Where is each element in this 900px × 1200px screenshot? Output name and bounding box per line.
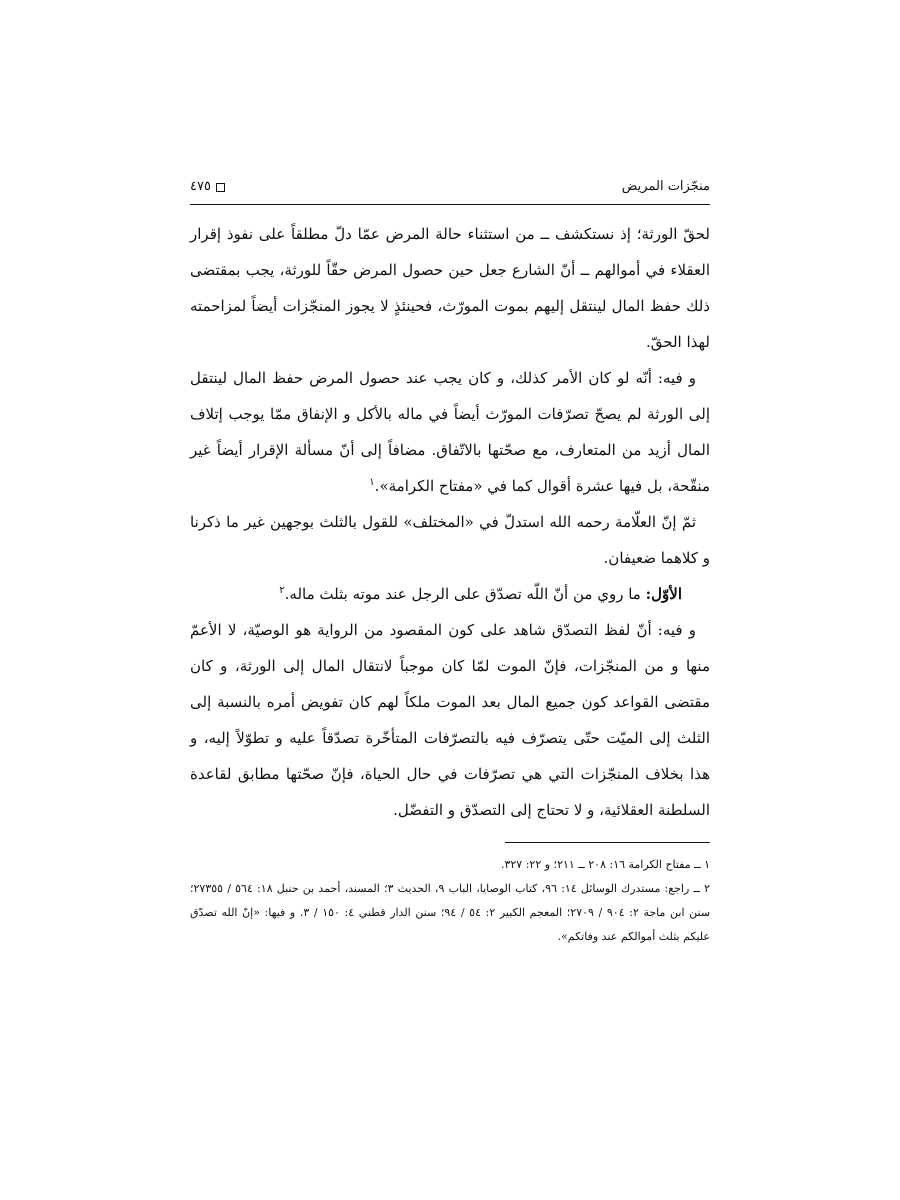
paragraph-text: ثمّ إنّ العلّامة رحمه الله استدلّ في «المختلف» للقول بالثلث بوجهين غير ما ذكرنا و كلاهما ضعيفان.: [190, 513, 710, 567]
paragraph: [190, 612, 710, 828]
paragraph: [190, 360, 710, 504]
book-page: [190, 172, 710, 949]
paragraph-lead: الأوّل:: [645, 585, 682, 603]
footnote-marker: ١: [369, 477, 375, 488]
paragraph-text: ما روي من أنّ اللّه تصدّق على الرجل عند موته بثلث ماله.: [284, 585, 646, 603]
footnote: ١ ــ مفتاح الكرامة ١٦: ٢٠٨ ــ ٢١١؛ و ٢٢: ٣٢٧.: [500, 858, 710, 871]
paragraph: [190, 504, 710, 576]
paragraph-text: و فيه: أنّ لفظ التصدّق شاهد على كون المقصود من الرواية هو الوصيّة، لا الأعمّ منها و من المنجّزات، فإنّ الموت لمّا كان موجباً لانتقال المال إلى الورثة، و كان مقتضى القواعد كون جميع المال بعد الموت ملكاً لهم كان تفويض أمره بالنسبة إلى الثلث إلى الميّت حتّى يتصرّف فيه بالتصرّفات المتأخّرة تصدّقاً عليه و تطوّلاً إليه، و هذا بخلاف المنجّزات التي هي تصرّفات في حال الحياة، فإنّ صحّتها مطابق لقاعدة السلطنة العقلائية، و لا تحتاج إلى التصدّق و التفضّل.: [190, 621, 710, 819]
paragraph-text: و فيه: أنّه لو كان الأمر كذلك، و كان يجب عند حصول المرض حفظ المال لينتقل إلى الورثة لم يصحّ تصرّفات المورّث أيضاً في ماله بالأكل و الإنفاق ممّا يوجب إتلاف المال أزيد من المتعارف، مع صحّتها بالاتّفاق. مضافاً إلى أنّ مسألة الإقرار أيضاً غير منقّحة، بل فيها عشرة أقوال كما في «مفتاح الكرامة».: [190, 369, 710, 495]
paragraph-text: لحقّ الورثة؛ إذ نستكشف ــ من استثناء حالة المرض عمّا دلّ مطلقاً على نفوذ إقرار العقلاء في أموالهم ــ أنّ الشارع جعل حين حصول المرض حقّاً للورثة، يجب بمقتضى ذلك حفظ المال لينتقل إليهم بموت المورّث، فحينئذٍ لا يجوز المنجّزات أيضاً لمزاحمته لهذا الحقّ.: [190, 225, 710, 351]
page-number: [190, 178, 225, 196]
page-header: [190, 172, 710, 202]
footnote: ٢ ــ راجع: مستدرك الوسائل ١٤: ٩٦، كتاب الوصايا، الباب ٩، الحديث ٣؛ المسند، أحمد بن حنبل ١٨: ٥٦٤ / ٢٧٣٥٥؛ سنن ابن ماجة ٢: ٩٠٤ / ٢٧٠٩؛ المعجم الكبير ٢: ٥٤ / ٩٤؛ سنن الدار قطني ٤: ١٥٠ / ٣. و فيها: «إنّ الله تصدّق عليكم بثلث أموالكم عند وفاتكم».: [190, 882, 711, 943]
page-number-text: ٤٧٥: [190, 179, 211, 194]
footnote-divider: [505, 842, 710, 843]
paragraph: [190, 216, 710, 360]
running-title: منجّزات المريض: [621, 179, 710, 194]
footnote-marker: ٢: [279, 585, 285, 596]
square-box-icon: [216, 183, 225, 192]
header-divider: [190, 204, 710, 205]
main-text: [190, 216, 710, 828]
paragraph: [190, 576, 710, 612]
footnotes: [190, 853, 710, 949]
